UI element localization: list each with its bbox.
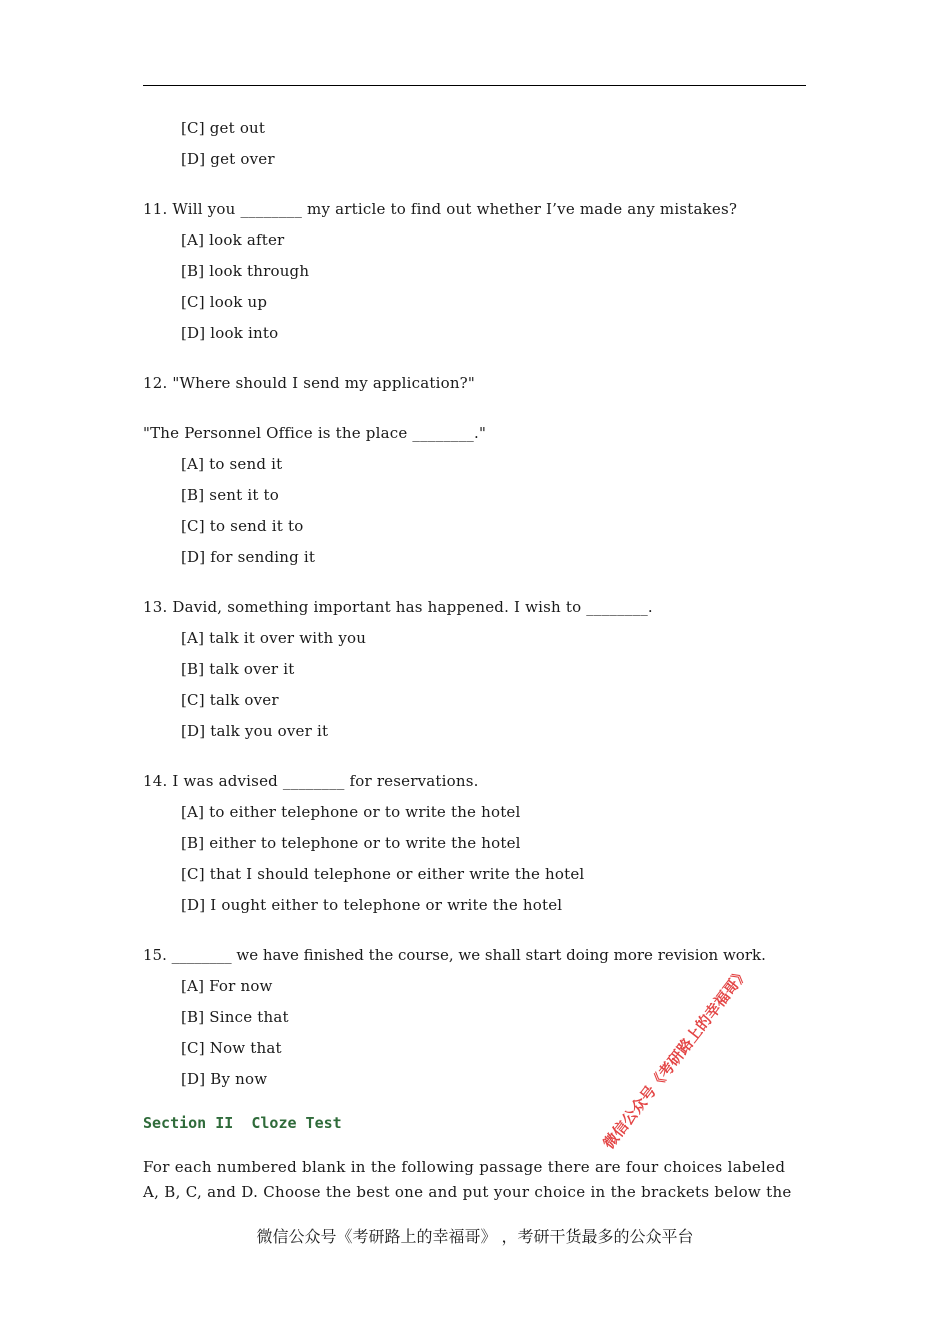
page-footer: 微信公众号《考研路上的幸福哥》 ，考研干货最多的公众平台 xyxy=(256,1227,694,1246)
section-heading: Section II Cloze Test xyxy=(143,1114,342,1132)
option-c: [C] that I should telephone or either write the hotel xyxy=(181,865,585,883)
question-14: 14. I was advised ________ for reservations. xyxy=(143,772,479,790)
option-c: [C] to send it to xyxy=(181,517,304,535)
option-d: [D] get over xyxy=(181,150,275,168)
paragraph-line: A, B, C, and D. Choose the best one and put your choice in the brackets below the xyxy=(143,1183,792,1201)
option-d: [D] I ought either to telephone or write the hotel xyxy=(181,896,563,914)
header-rule xyxy=(143,85,806,86)
option-a: [A] look after xyxy=(181,231,285,249)
option-c: [C] get out xyxy=(181,119,266,137)
option-d: [D] By now xyxy=(181,1070,268,1088)
option-d: [D] look into xyxy=(181,324,279,342)
option-a: [A] to send it xyxy=(181,455,283,473)
option-a: [A] talk it over with you xyxy=(181,629,367,647)
paragraph-line: For each numbered blank in the following passage there are four choices labeled xyxy=(143,1158,786,1176)
option-c: [C] talk over xyxy=(181,691,279,709)
question-11: 11. Will you ________ my article to find out whether I’ve made any mistakes? xyxy=(143,200,738,218)
option-b: [B] look through xyxy=(181,262,310,280)
question-15: 15. ________ we have finished the course, we shall start doing more revision work. xyxy=(143,946,766,964)
option-b: [B] talk over it xyxy=(181,660,295,678)
option-b: [B] Since that xyxy=(181,1008,289,1026)
watermark-stamp: 微信公众号《考研路上的幸福哥》 xyxy=(599,963,753,1153)
question-12-reply: "The Personnel Office is the place ________." xyxy=(143,424,487,442)
option-d: [D] for sending it xyxy=(181,548,316,566)
option-d: [D] talk you over it xyxy=(181,722,329,740)
option-a: [A] to either telephone or to write the hotel xyxy=(181,803,521,821)
question-12: 12. "Where should I send my application?" xyxy=(143,374,476,392)
option-a: [A] For now xyxy=(181,977,273,995)
option-c: [C] Now that xyxy=(181,1039,282,1057)
question-13: 13. David, something important has happened. I wish to ________. xyxy=(143,598,653,616)
option-b: [B] either to telephone or to write the hotel xyxy=(181,834,521,852)
option-b: [B] sent it to xyxy=(181,486,279,504)
option-c: [C] look up xyxy=(181,293,268,311)
